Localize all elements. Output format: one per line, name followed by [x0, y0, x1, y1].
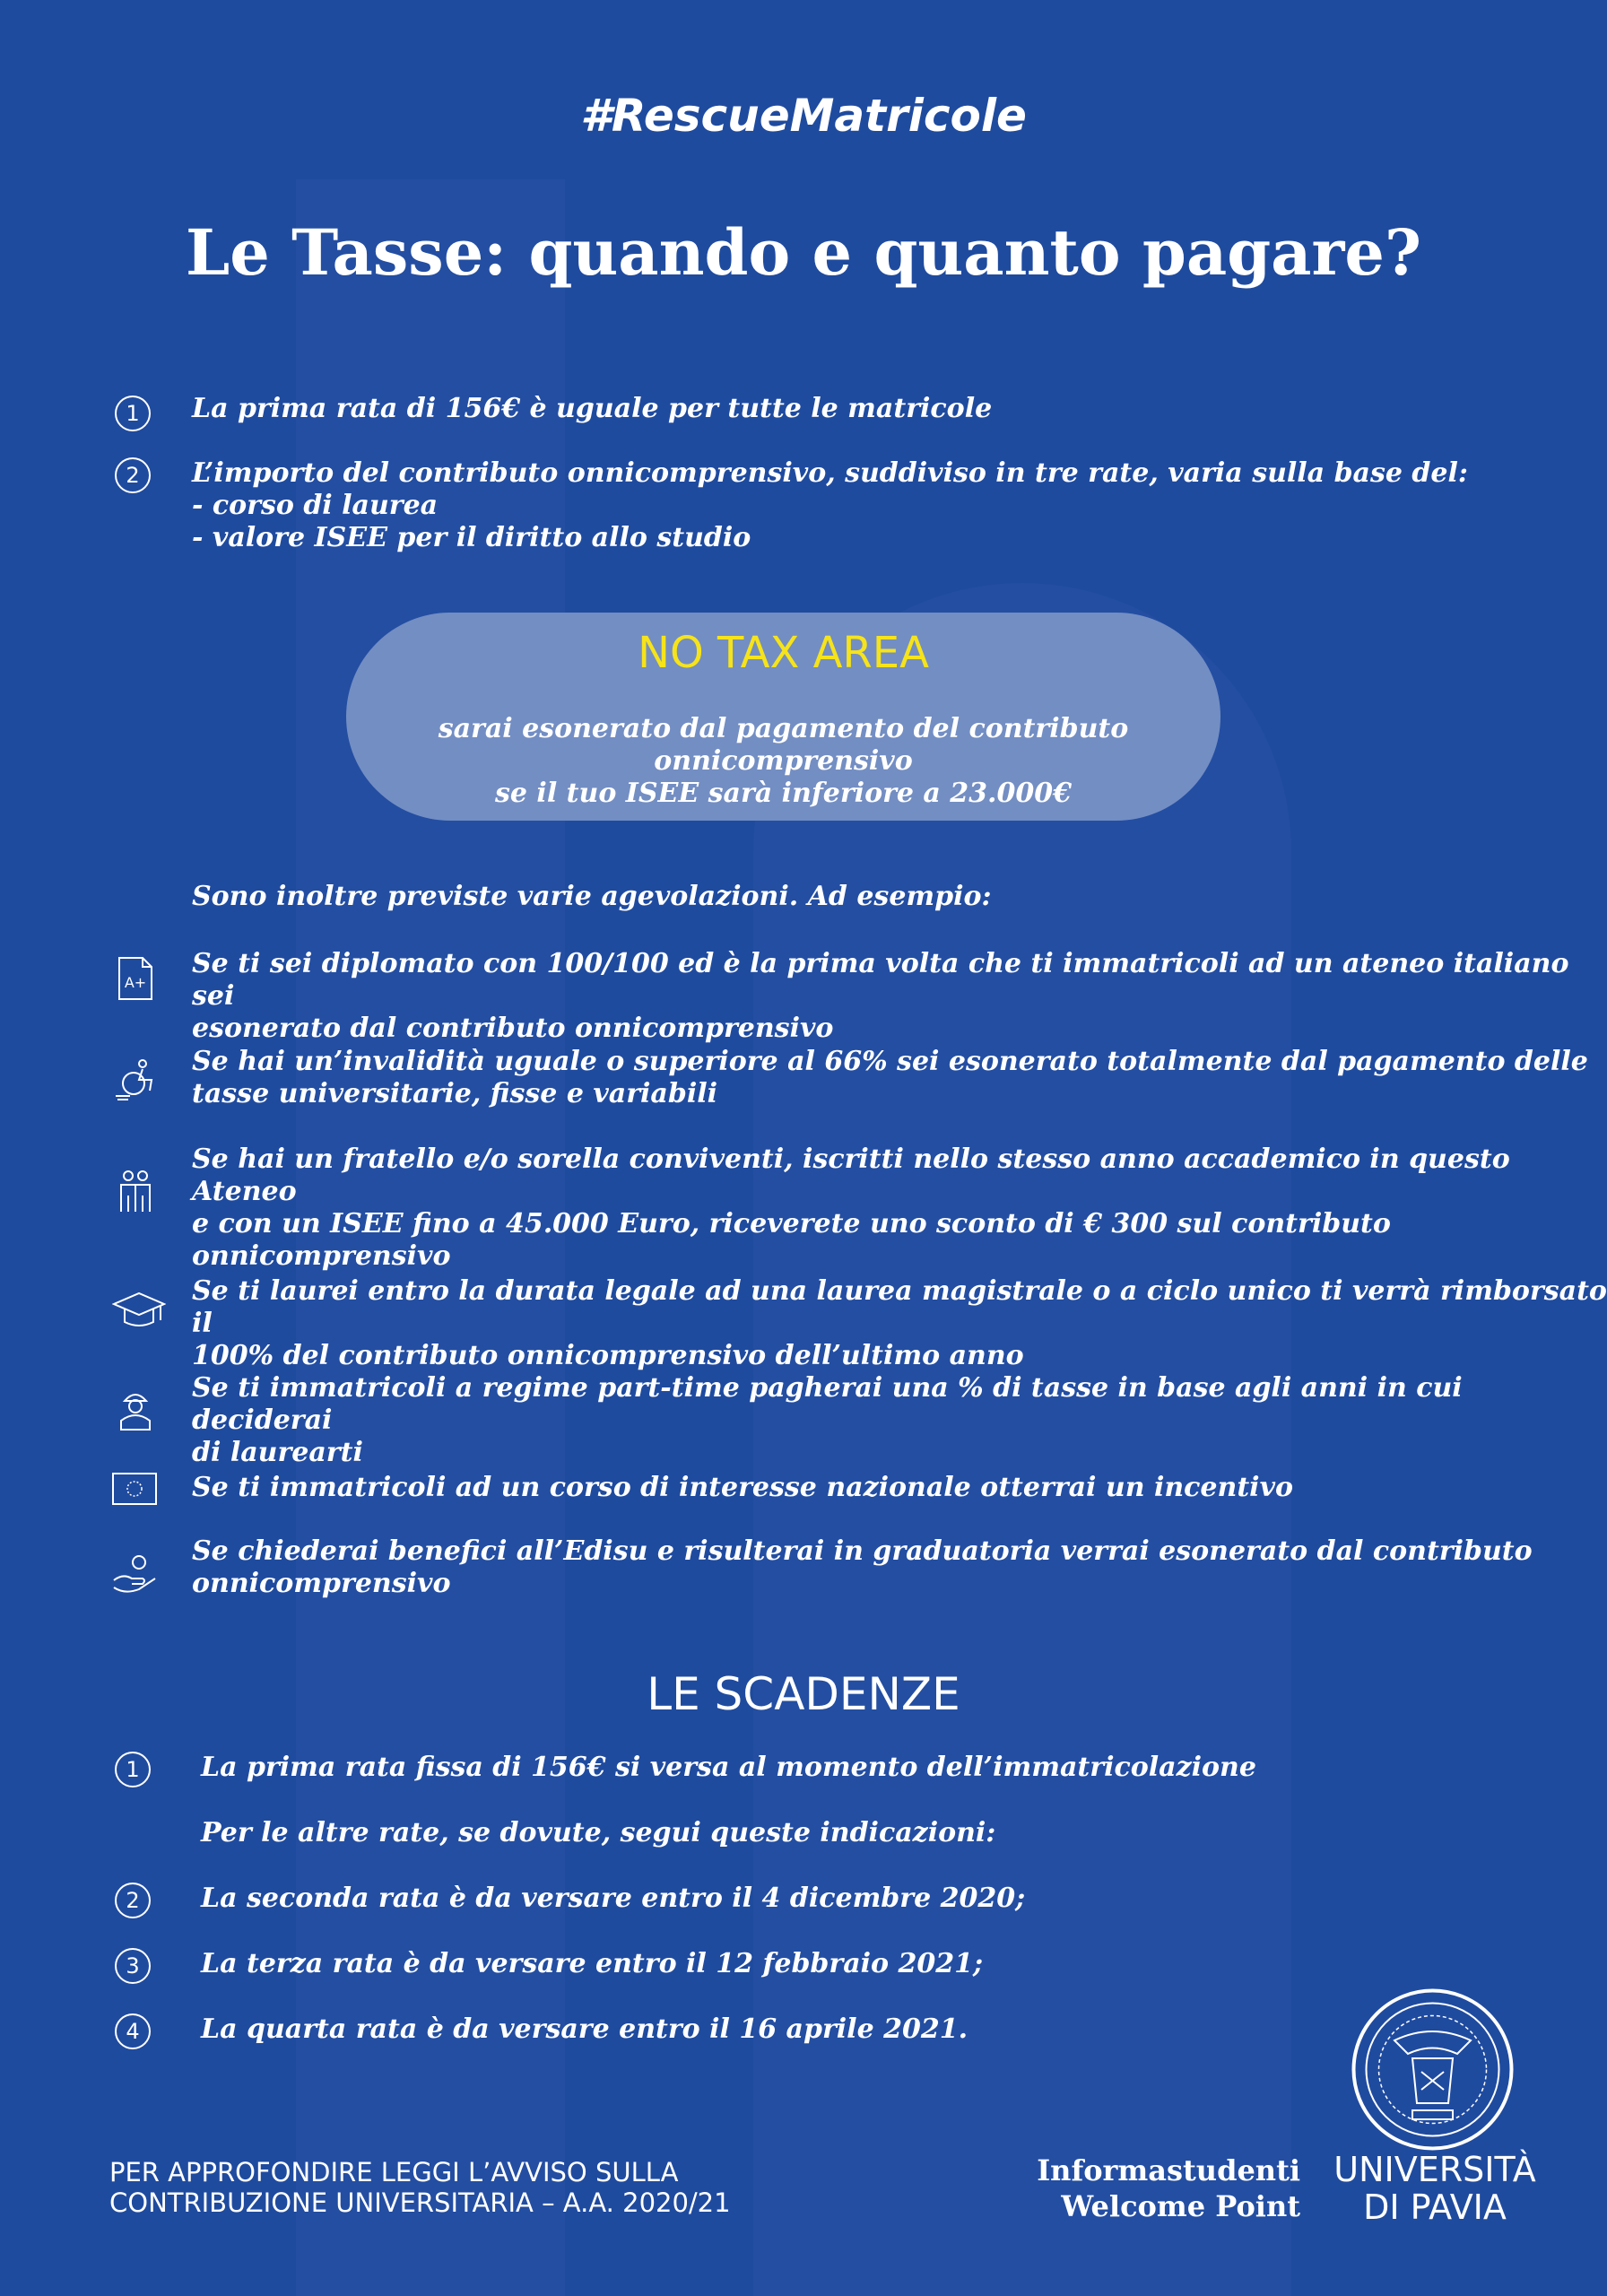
hand-coin-icon: [112, 1552, 159, 1598]
number-badge-2: 2: [115, 457, 151, 493]
agevolazione-line: 100% del contributo onnicomprensivo dell’ultimo anno: [192, 1340, 1024, 1371]
footer-notice-line: CONTRIBUZIONE UNIVERSITARIA – A.A. 2020/21: [109, 2187, 731, 2218]
scadenza-item-2: La seconda rata è da versare entro il 4 dicembre 2020;: [201, 1883, 1026, 1914]
agevolazione-item-3: [192, 1144, 1607, 1273]
page-title: Le Tasse: quando e quanto pagare?: [186, 215, 1421, 290]
intro-item-line: - valore ISEE per il diritto allo studio: [192, 522, 751, 553]
scadenza-item-1: La prima rata fissa di 156€ si versa al momento dell’immatricolazione: [201, 1752, 1256, 1783]
no-tax-area-text: [346, 713, 1220, 810]
agevolazione-item-6: [192, 1472, 1293, 1504]
scadenza-item-4: La quarta rata è da versare entro il 16 aprile 2021.: [201, 2013, 969, 2045]
agevolazione-line: Se hai un fratello e/o sorella conviventi, iscritti nello stesso anno accademico in questo Ateneo: [192, 1144, 1510, 1207]
scadenze-note: Per le altre rate, se dovute, segui queste indicazioni:: [201, 1817, 996, 1848]
footer-notice: [109, 2157, 731, 2218]
scadenze-title: LE SCADENZE: [647, 1668, 960, 1720]
intro-item-2: [192, 457, 1468, 554]
agevolazione-line: Se ti laurei entro la durata legale ad una laurea magistrale o a ciclo unico ti verrà rimborsato il: [192, 1275, 1607, 1339]
agevolazione-item-5: [192, 1372, 1607, 1469]
agevolazione-line: tasse universitarie, fisse e variabili: [192, 1078, 718, 1109]
no-tax-area-line: se il tuo ISEE sarà inferiore a 23.000€: [495, 778, 1072, 809]
agevolazione-item-7: [192, 1535, 1533, 1600]
scadenza-number-3: 3: [115, 1948, 151, 1984]
scadenza-number-1: 1: [115, 1752, 151, 1787]
scadenza-item-3: La terza rata è da versare entro il 12 febbraio 2021;: [201, 1948, 984, 1979]
intro-item-line: - corso di laurea: [192, 490, 439, 521]
intro-item-line: L’importo del contributo onnicomprensivo, suddiviso in tre rate, varia sulla base del:: [192, 457, 1468, 489]
university-wordmark: [1327, 2151, 1542, 2226]
office-name: [1031, 2152, 1300, 2224]
agevolazione-line: di laurearti: [192, 1437, 363, 1468]
agevolazione-line: Se hai un’invalidità uguale o superiore al 66% sei esonerato totalmente dal pagamento delle: [192, 1046, 1588, 1077]
agevolazioni-intro: Sono inoltre previste varie agevolazioni. Ad esempio:: [192, 881, 992, 912]
university-line: UNIVERSITÀ: [1333, 2150, 1536, 2189]
eu-flag-icon: [112, 1473, 157, 1505]
scadenza-number-4: 4: [115, 2013, 151, 2049]
agevolazione-line: e con un ISEE fino a 45.000 Euro, riceverete uno sconto di € 300 sul contributo: [192, 1208, 1391, 1239]
office-line: Informastudenti: [1037, 2153, 1300, 2187]
agevolazione-line: Se ti immatricoli ad un corso di interesse nazionale otterrai un incentivo: [192, 1472, 1294, 1503]
number-badge-1: 1: [115, 396, 151, 431]
a-plus-document-icon: [112, 955, 159, 1002]
no-tax-area-line: sarai esonerato dal pagamento del contributo onnicomprensivo: [438, 713, 1129, 777]
graduation-cap-icon: [112, 1288, 166, 1335]
worker-icon: [112, 1387, 159, 1433]
intro-item-1: [192, 393, 992, 425]
scadenza-number-2: 2: [115, 1883, 151, 1918]
agevolazione-line: Se chiederai benefici all’Edisu e risulterai in graduatoria verrai esonerato dal contributo: [192, 1535, 1533, 1567]
agevolazione-item-4: [192, 1275, 1607, 1372]
footer-notice-line: PER APPROFONDIRE LEGGI L’AVVISO SULLA: [109, 2157, 679, 2187]
siblings-icon: [112, 1169, 159, 1215]
intro-item-line: La prima rata di 156€ è uguale per tutte le matricole: [192, 393, 993, 424]
agevolazione-line: Se ti sei diplomato con 100/100 ed è la prima volta che ti immatricoli ad un ateneo italiano sei: [192, 948, 1569, 1012]
no-tax-area-title: NO TAX AREA: [638, 628, 929, 678]
office-line: Welcome Point: [1061, 2189, 1300, 2223]
university-line: DI PAVIA: [1363, 2187, 1507, 2227]
agevolazione-line: onnicomprensivo: [192, 1240, 451, 1272]
agevolazione-line: esonerato dal contributo onnicomprensivo: [192, 1013, 834, 1044]
hashtag: #RescueMatricole: [580, 90, 1027, 142]
a-plus-label: A+: [124, 974, 147, 991]
agevolazione-line: onnicomprensivo: [192, 1568, 451, 1599]
agevolazione-line: Se ti immatricoli a regime part-time pagherai una % di tasse in base agli anni in cui deciderai: [192, 1372, 1463, 1436]
disability-icon: [112, 1057, 159, 1103]
university-seal-logo: [1350, 1987, 1516, 2152]
agevolazione-item-1: [192, 948, 1607, 1045]
agevolazione-item-2: [192, 1046, 1588, 1110]
